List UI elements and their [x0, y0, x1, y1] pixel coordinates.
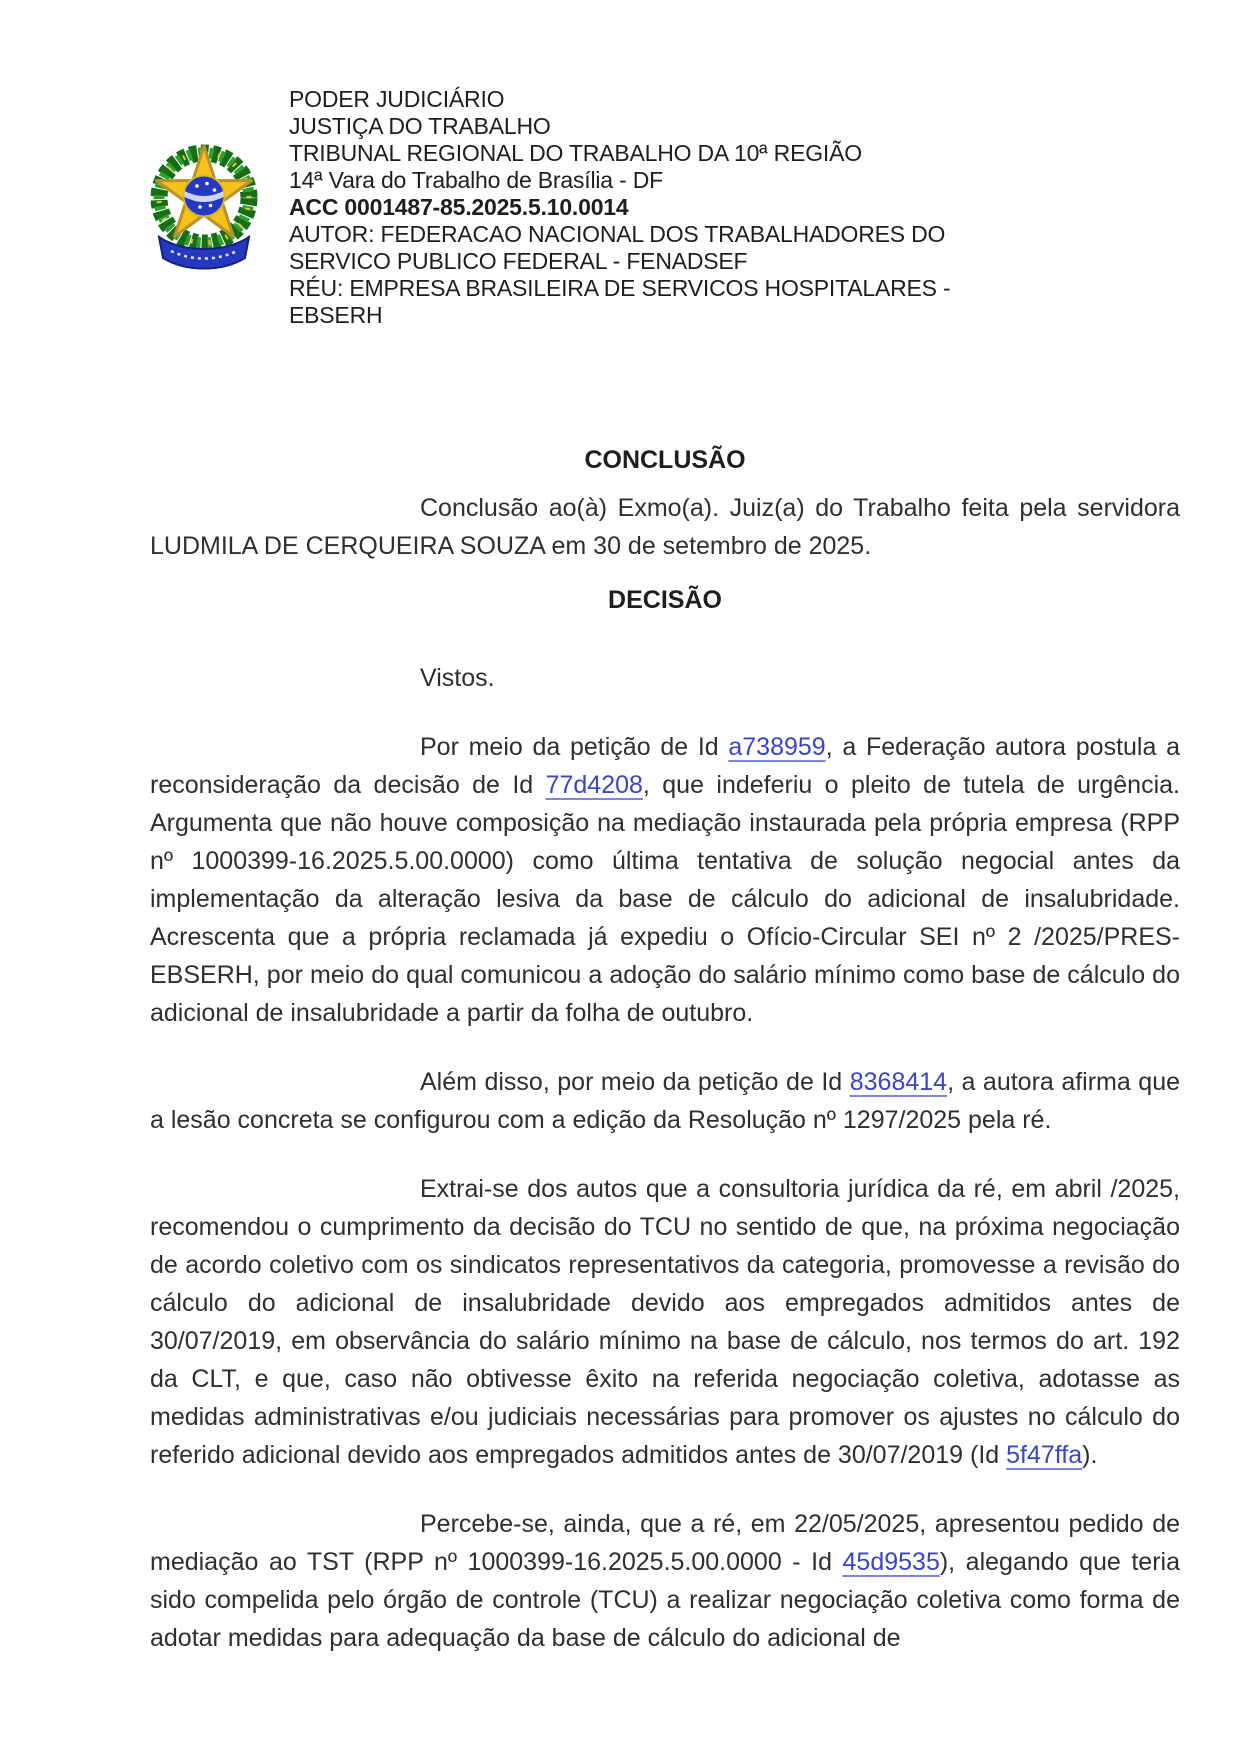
header-line-justica-do-trabalho: JUSTIÇA DO TRABALHO [289, 113, 551, 139]
coat-of-arms-emblem [145, 139, 263, 276]
document-id-link-77d4208[interactable]: 77d4208 [545, 771, 643, 799]
header-line-tribunal: TRIBUNAL REGIONAL DO TRABALHO DA 10ª REGIÃO [289, 140, 862, 166]
section-heading-conclusao: CONCLUSÃO [584, 446, 746, 474]
paragraph-tst-mediation [150, 1505, 1180, 1657]
text-segment: , que indeferiu o pleito de tutela de urgência. Argumenta que não houve composição na mediação instaurada pela própria empresa (RPP nº 1000399-16.2025.5.00.0000) como última tentativa de solução negocial antes da implementação da alteração lesiva da base de cálculo do adicional de insalubridade. Acrescenta que a própria reclamada já expediu o Ofício-Circular SEI nº 2 /2025/PRES-EBSERH, por meio do qual comunicou a adoção do salário mínimo como base de cálculo do adicional de insalubridade a partir da folha de outubro. [150, 771, 1180, 1027]
document-id-link-45d9535[interactable]: 45d9535 [842, 1548, 940, 1576]
header-line-defendant: RÉU: EMPRESA BRASILEIRA DE SERVICOS HOSPITALARES - EBSERH [289, 275, 951, 328]
section-heading-decisao: DECISÃO [608, 586, 722, 614]
header-line-poder-judiciario: PODER JUDICIÁRIO [289, 86, 505, 112]
paragraph-resolution-1297 [150, 1063, 1180, 1139]
document-body [150, 445, 1180, 1657]
text-segment: Por meio da petição de Id [420, 733, 729, 761]
text-segment: , a autora afirma que a lesão concreta se configurou com a edição da Resolução nº 1297/2025 pela ré. [150, 1068, 1180, 1134]
document-id-link-5f47ffa[interactable]: 5f47ffa [1006, 1441, 1083, 1469]
text-segment: Percebe-se, ainda, que a ré, em 22/05/2025, apresentou pedido de mediação ao TST (RPP nº 1000399-16.2025.5.00.0000 - Id [150, 1510, 1180, 1576]
header-line-vara: 14ª Vara do Trabalho de Brasília - DF [289, 167, 663, 193]
paragraph-tcu-recommendation [150, 1170, 1180, 1474]
text-segment: Extrai-se dos autos que a consultoria jurídica da ré, em abril /2025, recomendou o cumprimento da decisão do TCU no sentido de que, na próxima negociação de acordo coletivo com os sindicatos representativos da categoria, promovesse a revisão do cálculo do adicional de insalubridade devido aos empregados admitidos antes de 30/07/2019, em observância do salário mínimo na base de cálculo, nos termos do art. 192 da CLT, e que, caso não obtivesse êxito na referida negociação coletiva, adotasse as medidas administrativas e/ou judiciais necessárias para promover os ajustes no cálculo do referido adicional devido aos empregados admitidos antes de 30/07/2019 (Id [150, 1175, 1180, 1469]
text-segment: Além disso, por meio da petição de Id [420, 1068, 850, 1096]
text-segment: ). [1082, 1441, 1098, 1469]
text-segment: , a Federação autora postula a reconsideração da decisão de Id [150, 733, 1180, 799]
document-id-link-8368414[interactable]: 8368414 [849, 1068, 948, 1096]
case-number: ACC 0001487-85.2025.5.10.0014 [289, 194, 629, 220]
paragraph-vistos: Vistos. [420, 664, 495, 692]
header-text-block [289, 86, 1019, 329]
document-header [150, 86, 1180, 329]
brazil-republic-emblem-icon [145, 139, 263, 271]
paragraph-conclusao: Conclusão ao(à) Exmo(a). Juiz(a) do Trabalho feita pela servidora LUDMILA DE CERQUEIRA SOUZA em 30 de setembro de 2025. [150, 494, 1180, 560]
header-line-author: AUTOR: FEDERACAO NACIONAL DOS TRABALHADORES DO SERVICO PUBLICO FEDERAL - FENADSEF [289, 221, 946, 274]
paragraph-reconsideration-request [150, 728, 1180, 1032]
text-segment: ), alegando que teria sido compelida pelo órgão de controle (TCU) a realizar negociação coletiva como forma de adotar medidas para adequação da base de cálculo do adicional de [150, 1548, 1180, 1652]
document-id-link-a738959[interactable]: a738959 [728, 733, 826, 761]
